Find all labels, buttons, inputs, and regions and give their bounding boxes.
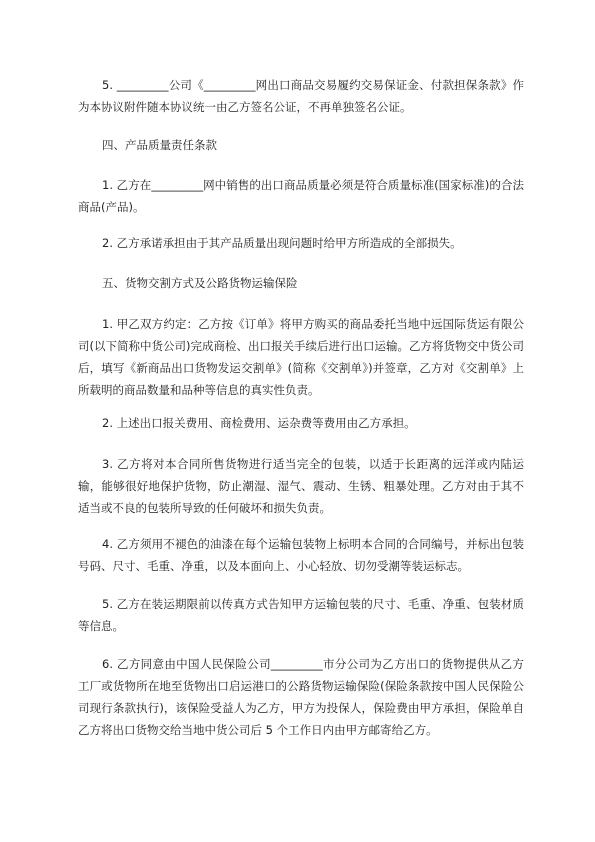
delivery-clause-2: 2. 上述出口报关费用、商检费用、运杂费等费用由乙方承担。 [102,416,416,430]
section-4-heading: 四、产品质量责任条款 [102,138,217,152]
clause-5-attachment: 5. _________公司《_________网出口商品交易履约交易保证金、付款担保条款》作为本协议附件随本协议统一由乙方签名公证，不再单独签名公证。 [78,78,524,114]
section-5-heading: 五、货物交割方式及公路货物运输保险 [102,276,298,290]
quality-clause-2: 2. 乙方承诺承担由于其产品质量出现问题时给甲方所造成的全部损失。 [102,236,462,250]
delivery-clause-1: 1. 甲乙双方约定：乙方按《订单》将甲方购买的商品委托当地中远国际货运有限公司(以下简称中货公司)完成商检、出口报关手续后进行出口运输。乙方将货物交中货公司后，填写《新商品出口货物发运交割单》(简称《交割单》)并签章，乙方对《交割单》上所载明的商品数量和品种等信息的真实性负责。 [78,317,524,397]
delivery-clause-4: 4. 乙方须用不褪色的油漆在每个运输包装物上标明本合同的合同编号，并标出包装号码、尺寸、毛重、净重，以及本面向上、小心轻放、切勿受潮等装运标志。 [78,537,524,573]
quality-clause-1: 1. 乙方在_________网中销售的出口商品质量必须是符合质量标准(国家标准)的合法商品(产品)。 [78,178,524,214]
delivery-clause-6: 6. 乙方同意由中国人民保险公司_________市分公司为乙方出口的货物提供从乙方工厂或货物所在地至货物出口启运港口的公路货物运输保险(保险条款按中国人民保险公司现行条款执行)，该保险受益人为乙方，甲方为投保人，保险费由甲方承担，保险单自乙方将出口货物交给当地中货公司后 5 个工作日内由甲方邮寄给乙方。 [78,657,524,737]
delivery-clause-3: 3. 乙方将对本合同所售货物进行适当完全的包装，以适于长距离的远洋或内陆运输，能够很好地保护货物，防止潮湿、湿气、震动、生锈、粗暴处理。乙方对由于其不适当或不良的包装所导致的任何破坏和损失负责。 [78,457,524,515]
delivery-clause-5: 5. 乙方在装运期限前以传真方式告知甲方运输包装的尺寸、毛重、净重、包装材质等信息。 [78,597,524,633]
